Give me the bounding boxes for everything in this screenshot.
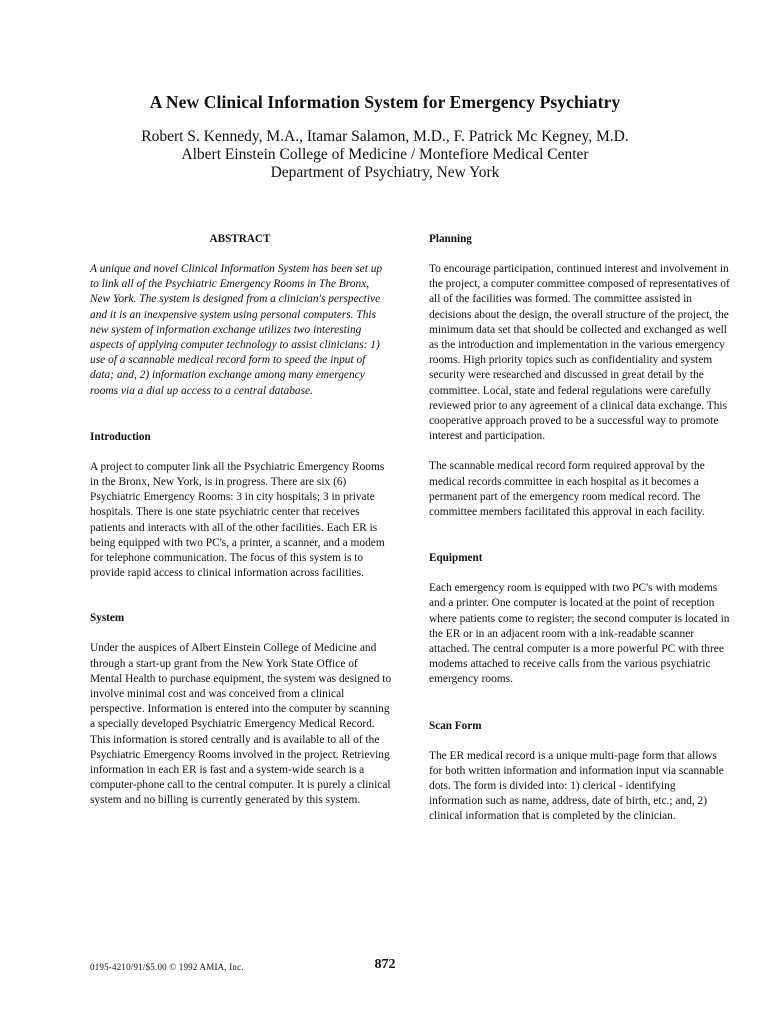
- affiliation-line-1: Albert Einstein College of Medicine / Montefiore Medical Center: [181, 146, 589, 163]
- scan-form-heading: Scan Form: [429, 719, 482, 732]
- abstract-text: A unique and novel Clinical Information System has been set up to link all of the Psychiatric Emergency Rooms in The Bronx, New York. The system is designed from a clinician's perspective and it is an inexpensive system using personal computers. This new system of information exchange utilizes two interesting aspects of applying computer technology to assist clinicians: 1) use of a scannable medical record form to speed the input of data; and, 2) information exchange among many emergency rooms via a dial up access to a central database.: [90, 263, 383, 397]
- introduction-text: A project to computer link all the Psychiatric Emergency Rooms in the Bronx, New York, is in progress. There are six (6) Psychiatric Emergency Rooms: 3 in city hospitals; 3 in private hospitals. There is one state psychiatric center that receives patients and interacts with all of the other facilities. Each ER is being equipped with two PC's, a printer, a scanner, and a modem for telephone communication. The focus of this system is to provide rapid access to clinical information across facilities.: [90, 460, 385, 580]
- system-text: Under the auspices of Albert Einstein College of Medicine and through a start-up grant from the New York State Office of Mental Health to purchase equipment, the system was designed to involve minimal cost and was conceived from a clinical perspective. Information is entered into the computer by scanning a specially developed Psychiatric Emergency Medical Record. This information is stored centrally and is available to all of the Psychiatric Emergency Rooms involved in the project. Retrieving information in each ER is fast and a system-wide search is a computer-phone call to the central computer. It is purely a clinical system and no billing is currently generated by this system.: [90, 642, 392, 807]
- left-column: [90, 232, 392, 809]
- planning-text-2: The scannable medical record form required approval by the medical records committee in each hospital as it becomes a permanent part of the emergency room medical record. The committee members facilitated this approval in each facility.: [429, 460, 705, 519]
- scan-form-text: The ER medical record is a unique multi-page form that allows for both written information and information input via scannable dots. The form is divided into: 1) clerical - identifying information such as name, address, date of birth, etc.; and, 2) clinical information that is completed by the clinician.: [429, 749, 724, 823]
- copyright-notice: 0195-4210/91/$5.00 © 1992 AMIA, Inc.: [90, 962, 244, 972]
- page-number: 872: [374, 957, 396, 972]
- affiliation-line-2: Department of Psychiatry, New York: [270, 164, 500, 181]
- equipment-text: Each emergency room is equipped with two PC's with modems and a printer. One computer is located at the point of reception where patients come to register; the second computer is located in the ER or in an adjacent room with a ink-readable scanner attached. The central computer is a more powerful PC with three modems attached to receive calls from the various psychiatric emergency rooms.: [429, 582, 730, 686]
- planning-heading: Planning: [429, 233, 472, 245]
- author-list: Robert S. Kennedy, M.A., Itamar Salamon, M.D., F. Patrick Mc Kegney, M.D.: [141, 128, 629, 145]
- abstract-heading: ABSTRACT: [209, 233, 271, 245]
- paper-title: A New Clinical Information System for Emergency Psychiatry: [149, 92, 621, 112]
- introduction-heading: Introduction: [90, 430, 151, 443]
- planning-text-1: To encourage participation, continued interest and involvement in the project, a computer committee composed of representatives of all of the facilities was formed. The committee assisted in decisions about the design, the overall structure of the project, the minimum data set that should be collected and exchanged as well as the introduction and implementation in the various emergency rooms. High priority topics such as confidentiality and system security were researched and discussed in great detail by the committee. Local, state and federal regulations were carefully reviewed prior to any agreement of a clinical data exchange. This cooperative approach proved to be a successful way to promote interest and participation.: [429, 263, 730, 443]
- right-column: [429, 232, 731, 825]
- system-heading: System: [90, 612, 125, 625]
- equipment-heading: Equipment: [429, 552, 483, 565]
